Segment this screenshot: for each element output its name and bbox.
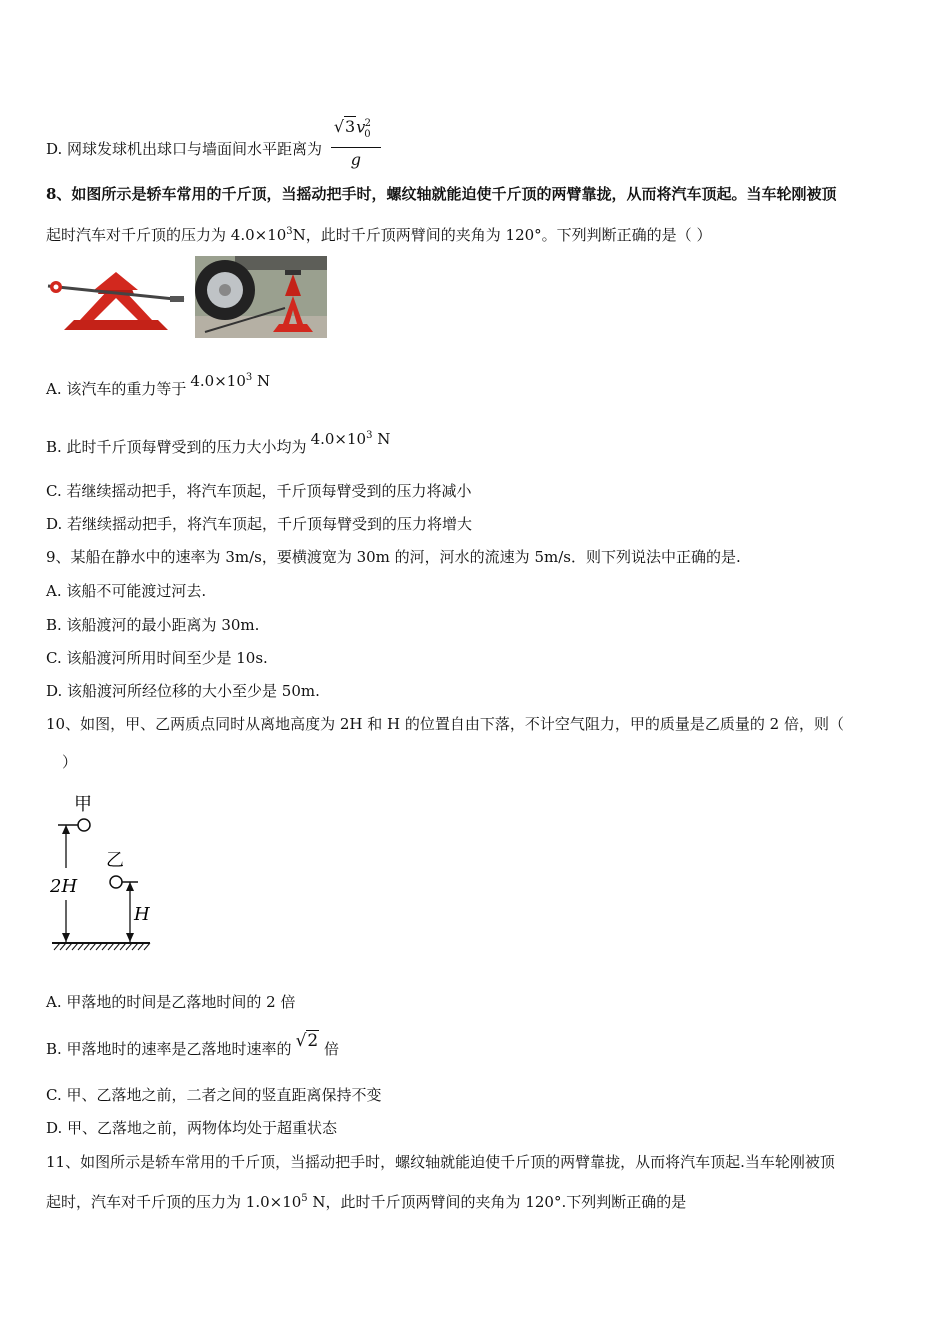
sqrt-radicand: 3 bbox=[345, 117, 356, 137]
q8-line2-a: 起时汽车对千斤顶的压力为 4.0×10 bbox=[46, 226, 287, 244]
ground-hatch bbox=[54, 943, 150, 950]
q10-figure bbox=[44, 788, 164, 958]
q8-stem-line2 bbox=[46, 222, 711, 245]
fraction-denominator: g bbox=[350, 149, 362, 169]
q8-option-b-text: B. 此时千斤顶每臂受到的压力大小均为 bbox=[46, 438, 307, 456]
q9-option-c: C. 该船渡河所用时间至少是 10s. bbox=[46, 649, 268, 667]
q10-option-a: A. 甲落地的时间是乙落地时间的 2 倍 bbox=[46, 993, 296, 1011]
q10-stem-line1: 10、如图，甲、乙两质点同时从离地高度为 2H 和 H 的位置自由下落，不计空气阻力，甲的质量是乙质量的 2 倍，则（ bbox=[46, 715, 844, 733]
jack-image bbox=[46, 262, 186, 340]
formula-base: 4.0×10 bbox=[190, 372, 246, 390]
q9-option-d: D. 该船渡河所经位移的大小至少是 50m. bbox=[46, 682, 320, 700]
label-yi: 乙 bbox=[106, 850, 124, 871]
label-2h: 2H bbox=[50, 876, 78, 897]
q8-option-a-text: A. 该汽车的重力等于 bbox=[46, 380, 187, 398]
q9-option-a: A. 该船不可能渡过河去. bbox=[46, 582, 207, 600]
q8-line2-b: N，此时千斤顶两臂间的夹角为 120°。下列判断正确的是（ ） bbox=[292, 226, 712, 244]
q9-option-b: B. 该船渡河的最小距离为 30m. bbox=[46, 616, 260, 634]
formula-unit: N bbox=[372, 430, 391, 448]
q8-line2-sup: 3 bbox=[286, 226, 293, 237]
q11-line2-b: N，此时千斤顶两臂间的夹角为 120°.下列判断正确的是 bbox=[307, 1193, 687, 1211]
q10-option-b-text: B. 甲落地时的速率是乙落地时速率的 bbox=[46, 1040, 292, 1058]
formula-base: 4.0×10 bbox=[310, 430, 367, 448]
q10-option-c: C. 甲、乙落地之前，二者之间的竖直距离保持不变 bbox=[46, 1086, 382, 1104]
sqrt-symbol: √2 bbox=[295, 1031, 319, 1051]
velocity-sup: 2 bbox=[364, 118, 371, 129]
car-wheel-jack-icon bbox=[195, 256, 327, 338]
q10-option-b bbox=[46, 1031, 340, 1059]
q10-option-b-suffix: 倍 bbox=[319, 1040, 340, 1058]
ball-yi bbox=[110, 876, 122, 888]
q7-option-d bbox=[46, 117, 381, 178]
label-h: H bbox=[134, 904, 150, 925]
q7-option-d-fraction bbox=[331, 114, 381, 170]
q9-stem: 9、某船在静水中的速率为 3m/s，要横渡宽为 30m 的河，河水的流速为 5m/s．则下列说法中正确的是. bbox=[46, 548, 741, 566]
q8-option-c: C. 若继续摇动把手，将汽车顶起，千斤顶每臂受到的压力将减小 bbox=[46, 482, 472, 500]
q7-option-d-text: D. 网球发球机出球口与墙面间水平距离为 bbox=[46, 139, 323, 158]
q10-stem-line2: ） bbox=[62, 753, 78, 771]
formula-sup: 3 bbox=[366, 430, 373, 441]
label-jia: 甲 bbox=[74, 794, 92, 815]
formula-sup: 3 bbox=[245, 372, 253, 383]
q11-line2-a: 起时，汽车对千斤顶的压力为 1.0×10 bbox=[46, 1193, 302, 1211]
q8-option-b-formula bbox=[311, 430, 391, 448]
ball-jia bbox=[78, 819, 90, 831]
sqrt-symbol: √3 bbox=[333, 117, 356, 137]
q8-stem-line1: 8、如图所示是轿车常用的千斤顶，当摇动把手时，螺纹轴就能迫使千斤顶的两臂靠拢，从而将汽车顶起。当车轮刚被顶 bbox=[46, 185, 837, 203]
formula-unit: N bbox=[252, 372, 271, 390]
q8-option-b bbox=[46, 430, 391, 457]
sqrt-radicand: 2 bbox=[307, 1031, 319, 1051]
car-jack-photo bbox=[195, 256, 327, 338]
q8-option-a-formula bbox=[190, 372, 270, 390]
velocity-var: v bbox=[356, 117, 366, 137]
q8-option-d: D. 若继续摇动把手，将汽车顶起，千斤顶每臂受到的压力将增大 bbox=[46, 515, 473, 533]
q11-stem-line1: 11、如图所示是轿车常用的千斤顶，当摇动把手时，螺纹轴就能迫使千斤顶的两臂靠拢，从而将汽车顶起.当车轮刚被顶 bbox=[46, 1153, 835, 1171]
q11-stem-line2 bbox=[46, 1189, 686, 1212]
q10-option-d: D. 甲、乙落地之前，两物体均处于超重状态 bbox=[46, 1119, 338, 1137]
q8-option-a bbox=[46, 372, 271, 399]
free-fall-diagram bbox=[44, 788, 164, 958]
q11-line2-sup: 5 bbox=[301, 1193, 308, 1204]
scissor-jack-icon bbox=[46, 262, 186, 340]
velocity-sub: 0 bbox=[364, 128, 371, 140]
fraction-numerator bbox=[331, 114, 381, 148]
